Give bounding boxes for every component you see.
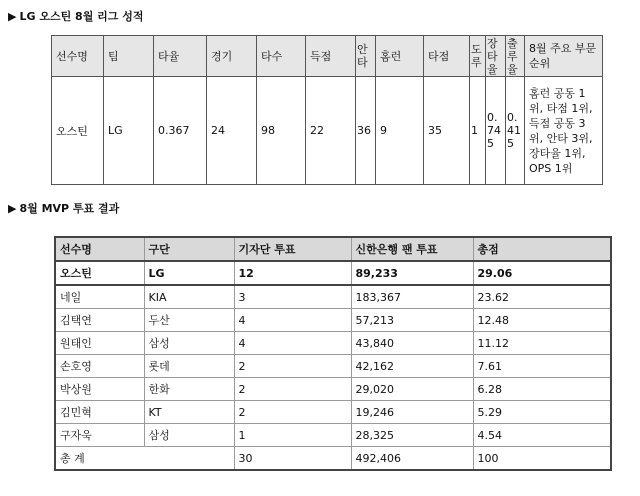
header-cell: 팀 — [104, 36, 154, 77]
table-cell: 원태인 — [55, 332, 144, 355]
august-stats-table — [51, 35, 603, 185]
section1-heading — [8, 10, 144, 24]
table-cell: 28,325 — [351, 424, 473, 447]
header-cell: 타점 — [424, 36, 470, 77]
section2-title: 8월 MVP 투표 결과 — [19, 202, 120, 215]
table-cell: 2 — [234, 355, 351, 378]
table-row — [55, 355, 611, 378]
header-cell: 선수명 — [52, 36, 104, 77]
table-row — [55, 378, 611, 401]
table-cell: 23.62 — [473, 285, 611, 309]
table-cell: 29.06 — [473, 261, 611, 285]
header-cell: 출루율 — [506, 36, 525, 77]
table-cell: 네일 — [55, 285, 144, 309]
table-cell: 오스틴 — [52, 77, 104, 185]
table-cell: 57,213 — [351, 309, 473, 332]
table-cell: 183,367 — [351, 285, 473, 309]
table-cell: 43,840 — [351, 332, 473, 355]
table-row — [55, 309, 611, 332]
table-cell: 19,246 — [351, 401, 473, 424]
table-cell: KIA — [144, 285, 234, 309]
table-row — [55, 261, 611, 285]
table-row — [55, 424, 611, 447]
header-cell: 장타율 — [486, 36, 506, 77]
table-cell: 98 — [257, 77, 306, 185]
table-cell: 7.61 — [473, 355, 611, 378]
table-cell: 김택연 — [55, 309, 144, 332]
section2-heading — [8, 202, 119, 216]
table-cell: 1 — [234, 424, 351, 447]
triangle-bullet-icon: ▶ — [8, 10, 17, 23]
table-cell: 롯데 — [144, 355, 234, 378]
header-cell: 기자단 투표 — [234, 237, 351, 261]
table-cell: 0.415 — [506, 77, 525, 185]
table-row — [55, 332, 611, 355]
table-cell: 30 — [234, 447, 351, 471]
triangle-bullet-icon: ▶ — [8, 202, 17, 215]
table-cell: LG — [144, 261, 234, 285]
table-cell: 두산 — [144, 309, 234, 332]
table-row — [55, 401, 611, 424]
table-cell: 오스틴 — [55, 261, 144, 285]
header-cell: 홈런 — [376, 36, 424, 77]
section1-title: LG 오스틴 8월 리그 성적 — [19, 10, 144, 23]
table-cell: 6.28 — [473, 378, 611, 401]
header-cell: 8월 주요 부문 순위 — [525, 36, 603, 77]
table-cell: 3 — [234, 285, 351, 309]
table-cell: 12.48 — [473, 309, 611, 332]
header-cell: 타수 — [257, 36, 306, 77]
table-cell: 삼성 — [144, 332, 234, 355]
table-cell: 22 — [306, 77, 356, 185]
table-cell: 29,020 — [351, 378, 473, 401]
table-cell: 4 — [234, 309, 351, 332]
table-cell: 박상원 — [55, 378, 144, 401]
table-row — [52, 77, 603, 185]
table-cell: 1 — [470, 77, 486, 185]
table-cell: 김민혁 — [55, 401, 144, 424]
table-cell: 492,406 — [351, 447, 473, 471]
header-cell: 구단 — [144, 237, 234, 261]
table-cell: 0.745 — [486, 77, 506, 185]
table-cell: 12 — [234, 261, 351, 285]
table-row — [55, 285, 611, 309]
total-row — [55, 447, 611, 471]
table-cell: 한화 — [144, 378, 234, 401]
header-cell: 신한은행 팬 투표 — [351, 237, 473, 261]
table-cell: 9 — [376, 77, 424, 185]
table-header-row — [52, 36, 603, 77]
table-cell: 구자욱 — [55, 424, 144, 447]
header-cell: 타율 — [154, 36, 207, 77]
table-cell: 100 — [473, 447, 611, 471]
header-cell: 경기 — [207, 36, 257, 77]
table-cell: 2 — [234, 378, 351, 401]
table-cell: 0.367 — [154, 77, 207, 185]
table-cell: 손호영 — [55, 355, 144, 378]
table-cell: 총 계 — [55, 447, 234, 471]
table-cell: 삼성 — [144, 424, 234, 447]
table-header-row — [55, 237, 611, 261]
table-cell: 35 — [424, 77, 470, 185]
table-cell: KT — [144, 401, 234, 424]
table-cell: LG — [104, 77, 154, 185]
table-cell: 24 — [207, 77, 257, 185]
table-cell: 2 — [234, 401, 351, 424]
table-cell: 4 — [234, 332, 351, 355]
header-cell: 도루 — [470, 36, 486, 77]
table-cell: 42,162 — [351, 355, 473, 378]
table-cell: 5.29 — [473, 401, 611, 424]
table-cell: 89,233 — [351, 261, 473, 285]
table-cell: 4.54 — [473, 424, 611, 447]
header-cell: 총점 — [473, 237, 611, 261]
table-cell: 36 — [356, 77, 376, 185]
table-cell: 11.12 — [473, 332, 611, 355]
header-cell: 안타 — [356, 36, 376, 77]
header-cell: 선수명 — [55, 237, 144, 261]
table-cell: 홈런 공동 1위, 타점 1위, 득점 공동 3위, 안타 3위, 장타율 1위, OPS 1위 — [525, 77, 603, 185]
header-cell: 득점 — [306, 36, 356, 77]
mvp-vote-table — [54, 236, 612, 471]
